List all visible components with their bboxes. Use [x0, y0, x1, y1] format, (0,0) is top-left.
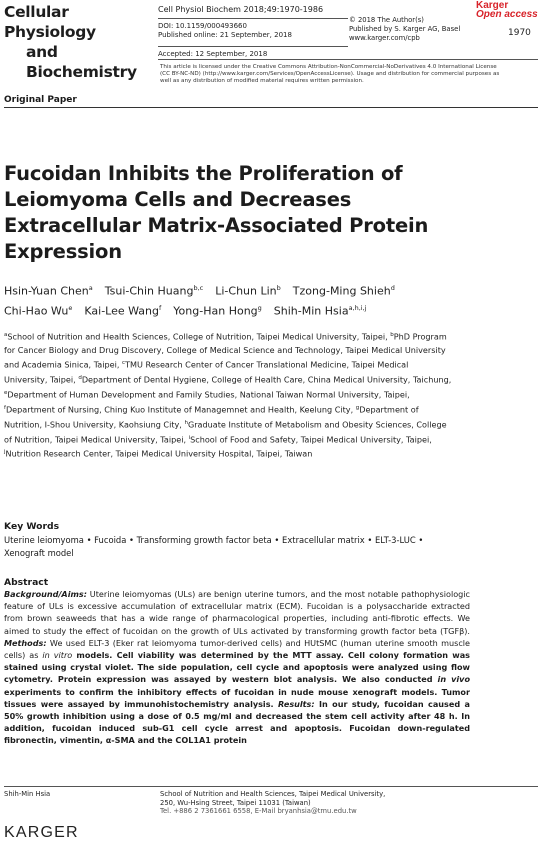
- accepted-date: Accepted: 12 September, 2018: [158, 49, 268, 58]
- author-name-text: Hsin-Yuan Chen: [4, 284, 89, 298]
- affiliation-marker: a: [4, 332, 8, 338]
- affiliation-marker: g: [355, 404, 360, 411]
- affiliation-marker: h: [184, 419, 188, 426]
- author-name-text: Tsui-Chin Huang: [104, 284, 194, 298]
- footer-rule: [4, 786, 538, 787]
- abstract-heading: Abstract: [4, 577, 49, 588]
- author-affiliation-marker: f: [159, 303, 162, 312]
- abstract-methods-text-2: models. Cell viability was determined by the MTT assay. Cell colony formation was stained using crystal violet. The side population, cell cycle and apoptosis were analyzed using flow cytometry. Protein expression was assayed by western blot analysis. We also conducted: [4, 650, 470, 685]
- article-title: Fucoidan Inhibits the Proliferation of Leiomyoma Cells and Decreases Extracellular Matrix-Associated Protein Expression: [4, 162, 429, 263]
- affiliation-text: Department of Human Development and Family Studies, National Taiwan Normal University, Taipei,: [7, 389, 410, 400]
- citation: Cell Physiol Biochem 2018;49:1970-1986: [158, 5, 324, 14]
- publisher: Published by S. Karger AG, Basel: [349, 25, 461, 33]
- affiliation-text: School of Food and Safety, Taipei Medical University, Taipei,: [190, 434, 432, 445]
- author-name-text: Kai-Lee Wang: [84, 304, 159, 318]
- author-name[interactable]: [4, 300, 72, 320]
- affiliation-marker: b: [390, 332, 394, 338]
- author-affiliation-marker: g: [257, 303, 262, 312]
- affiliation-text: Department of Nutrition, I-Shou University, Kaohsiung City,: [4, 404, 419, 430]
- page-number: 1970: [508, 28, 531, 38]
- copyright: © 2018 The Author(s): [349, 16, 424, 24]
- license-notice: This article is licensed under the Creative Commons Attribution-NonCommercial-NoDerivatives 4.0 International License (CC BY-NC-ND) (http://www.karger.com/Services/OpenAccessLicense). Usage and distribution for commercial purposes as well as any distribution of modified material requires written permission.: [160, 64, 500, 84]
- abstract-methods-label: Methods:: [4, 637, 47, 648]
- affiliation-marker: e: [4, 389, 8, 396]
- abstract-results-text: In our study, fucoidan caused a 50% growth inhibition using a dose of 0.5 mg/ml and decreased the stem cell activity after 48 h. In addition, fucoidan induced sub-G1 cell cycle arrest and apoptosis. Fucoidan down-regulated fibronectin, vimentin, α-SMA and the COL1A1 protein: [4, 698, 470, 746]
- author-name[interactable]: [215, 280, 281, 300]
- affiliation-text: PhD Program for Cancer Biology and Drug Discovery, College of Medical Science and Technology, Taipei Medical University and Academia Sinica, Taipei,: [4, 331, 447, 370]
- author-name[interactable]: [84, 300, 161, 320]
- author-name[interactable]: [173, 300, 262, 320]
- abstract-in-vivo: in vivo: [437, 674, 471, 685]
- author-name-text: Tzong-Ming Shieh: [292, 284, 391, 298]
- doi[interactable]: DOI: 10.1159/000493660: [158, 21, 247, 30]
- author-name[interactable]: [274, 300, 367, 320]
- author-affiliation-marker: a,h,i,j: [348, 303, 367, 312]
- abstract-results-label: Results:: [278, 698, 315, 709]
- affiliation-text: Graduate Institute of Metabolism and Obesity Sciences, College of Nutrition, Taipei Medical University, Taipei,: [4, 419, 447, 445]
- author-affiliation-marker: d: [390, 284, 395, 292]
- affiliation-text: Department of Dental Hygiene, College of Health Care, China Medical University, Taichung,: [81, 374, 452, 385]
- affiliation-text: Nutrition Research Center, Taipei Medical University Hospital, Taipei, Taiwan: [5, 449, 313, 460]
- logo-open-access-text: Open access: [476, 9, 538, 20]
- corr-address-line1: School of Nutrition and Health Sciences, Taipei Medical University,: [160, 790, 386, 798]
- keywords-heading: Key Words: [4, 521, 60, 532]
- author-name-text: Li-Chun Lin: [215, 284, 277, 298]
- author-list: [4, 280, 524, 319]
- journal-name-line1: Cellular Physiology: [4, 3, 96, 41]
- citation-divider: [158, 18, 348, 19]
- author-affiliation-marker: b: [276, 284, 281, 292]
- published-date: Published online: 21 September, 2018: [158, 31, 292, 39]
- author-name[interactable]: [105, 280, 204, 300]
- affiliation-text: School of Nutrition and Health Sciences, College of Nutrition, Taipei Medical University, Taipei,: [7, 331, 391, 342]
- corresponding-author-address: [160, 790, 430, 816]
- affiliation-marker: j: [4, 449, 6, 456]
- citation-divider-2: [158, 46, 348, 47]
- keywords-text: Uterine leiomyoma • Fucoida • Transforming growth factor beta • Extracellular matrix • ELT-3-LUC • Xenograft model: [4, 535, 424, 558]
- journal-name-line2: and Biochemistry: [26, 43, 137, 81]
- author-name[interactable]: [293, 280, 395, 300]
- corresponding-author-name: Shih-Min Hsia: [4, 790, 51, 798]
- logo-karger-text: Karger: [476, 0, 509, 11]
- author-name-text: Chi-Hao Wu: [4, 304, 69, 318]
- abstract-background-label: Background/Aims:: [4, 589, 87, 599]
- abstract-text: [4, 588, 470, 747]
- author-name-text: Shih-Min Hsia: [273, 304, 349, 318]
- abstract-in-vitro: in vitro: [42, 650, 73, 661]
- karger-footer-logo: KARGER: [4, 824, 79, 841]
- abstract-background-text: Uterine leiomyomas (ULs) are benign uterine tumors, and the most notable pathophysiologic feature of ULs is excessive accumulation of extracellular matrix (ECM). Fucoidan is a polysaccharide extracted from brown seaweeds that has a wide range of pharmacological properties, including anti-fibrotic effects. We aimed to study the effect of fucoidan on the growth of ULs activated by transforming growth factor beta (TGFβ).: [4, 589, 470, 636]
- author-affiliation-marker: a: [88, 284, 93, 292]
- author-affiliation-marker: b,c: [193, 284, 204, 292]
- affiliation-marker: f: [4, 404, 6, 411]
- affiliation-text: Department of Nursing, Ching Kuo Institute of Managemnet and Health, Keelung City,: [5, 404, 356, 415]
- journal-website-link[interactable]: www.karger.com/cpb: [349, 34, 420, 42]
- author-affiliation-marker: e: [68, 303, 73, 312]
- affiliation-text: TMU Research Center of Cancer Translational Medicine, Taipei Medical University, Taipei,: [4, 359, 409, 385]
- author-name[interactable]: [4, 280, 93, 300]
- license-divider: [158, 59, 538, 60]
- corr-contact[interactable]: Tel. +886 2 7361661 6558, E-Mail bryanhsia@tmu.edu.tw: [160, 807, 357, 816]
- affiliation-marker: c: [122, 360, 126, 367]
- citation-box: [158, 5, 348, 59]
- affiliation-marker: i: [188, 434, 191, 441]
- article-type-rule: [4, 107, 538, 108]
- rights-box: [349, 16, 474, 43]
- affiliations: [4, 329, 454, 461]
- abstract-methods-text-1: We used ELT-3 (Eker rat leiomyoma tumor-derived cells) and HUtSMC (human uterine smooth muscle cells) as: [4, 637, 470, 661]
- article-type: Original Paper: [4, 95, 77, 105]
- abstract-methods-text-3: experiments to confirm the inhibitory effects of fucoidan in nude mouse xenograft models. Tumor tissues were assayed by immunohistochemistry analysis.: [4, 686, 470, 709]
- corr-address-line2: 250, Wu-Hsing Street, Taipei 11031 (Taiwan): [160, 798, 311, 807]
- karger-open-access-logo: [476, 1, 538, 19]
- author-name-text: Yong-Han Hong: [173, 304, 258, 318]
- journal-name: [4, 2, 164, 82]
- affiliation-marker: d: [78, 374, 82, 381]
